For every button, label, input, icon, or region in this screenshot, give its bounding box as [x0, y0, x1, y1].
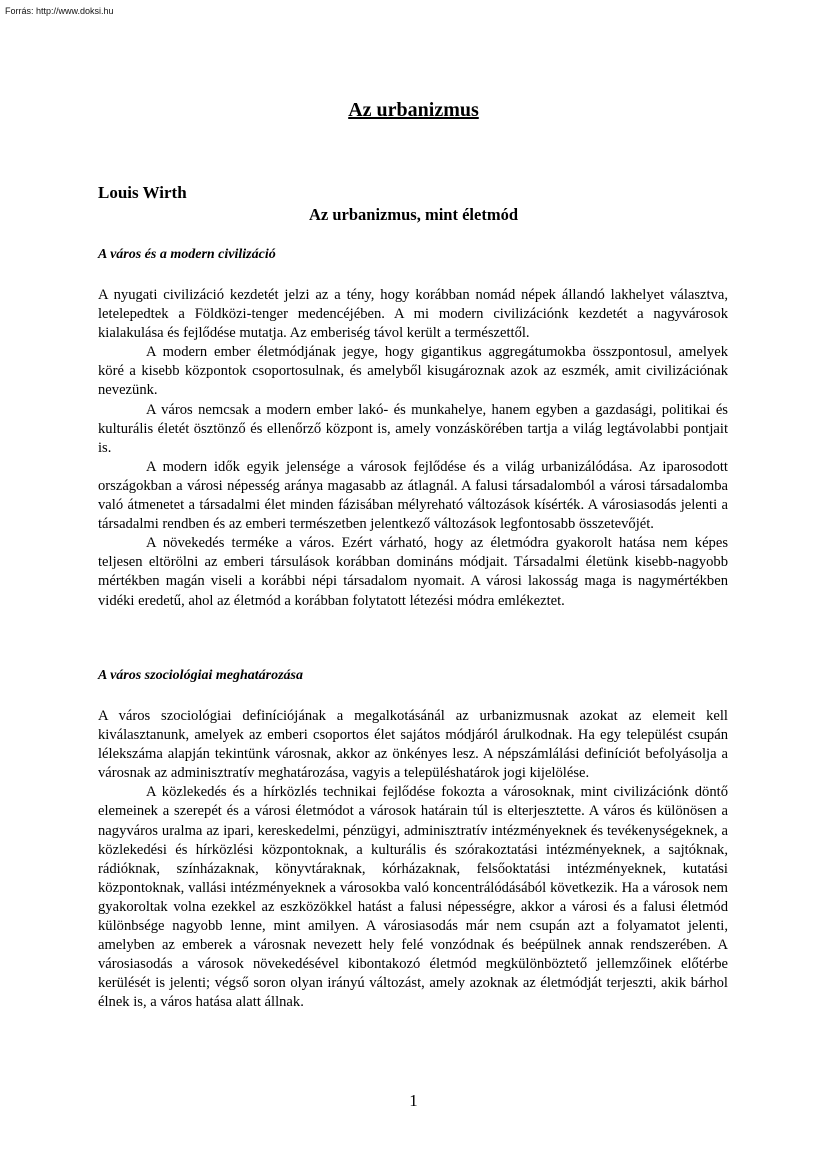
subtitle-text: Az urbanizmus, mint életmód [309, 205, 518, 224]
paragraph: A város nemcsak a modern ember lakó- és munkahelye, hanem egyben a gazdasági, politikai és kulturális életét ösztönző és ellenőrző központ is, amely vonzáskörében tartja a világ legtávolabbi pontjait is. [98, 401, 728, 456]
paragraph: A növekedés terméke a város. Ezért várható, hogy az életmódra gyakorolt hatása nem képes teljesen eltörölni az emberi társulások korábban domináns módjait. Társadalmi életünk kisebb-nagyobb mértékben magán viseli a korábbi népi társadalom nyomait. A városi lakosság maga is nagymértékben vidéki eredetű, ahol az életmód a korábban folytatott létezési módra emlékeztet. [98, 535, 728, 609]
paragraph: A közlekedés és a hírközlés technikai fejlődése fokozta a városoknak, mint civilizációnk döntő elemeinek a szerepét és a városi életmódot a városok határain túl is elterjesztette. A város és különösen a nagyváros uralma az ipari, kereskedelmi, pénzügyi, adminisztratív intézményeknek és tevékenységeknek, a közlekedési és hírközlési központoknak, a kulturális és szórakoztatási intézményeknek, a sajtóknak, rádióknak, színházaknak, könyvtáraknak, kórházaknak, felsőoktatási intézményeknek, kutatási központoknak, vallási intézményeknek a városokba való koncentrálódásából következik. Ha a városok nem gyakoroltak volna ezekkel az eszközökkel hatást a falusi népességre, akkor a városi és a falusi életmód különbsége nagyobb lenne, mint amilyen. A városiasodás már nem csupán azt a folyamatot jelenti, amelyben az emberek a városnak nevezett hely felé vonzódnak és beépülnek annak rendszerében. A városiasodás a városok növekedésével kibontakozó életmód megkülönböztető jellemzőinek előtérbe kerülését is jelenti; végső soron olyan irányú változást, amely azoknak az életmódját terjeszti, akik bárhol élnek is, a város hatása alatt állnak. [98, 784, 728, 1011]
section-1-body [98, 286, 728, 611]
source-url: Forrás: http://www.doksi.hu [5, 6, 114, 16]
paragraph: A város szociológiai definíciójának a megalkotásánál az urbanizmusnak azokat az elemeit kell kiválasztanunk, amelyek az emberi csoportos élet sajátos módjáról árulkodnak. Ha egy települést csupán lélekszáma alapján tekintünk városnak, akkor az önkényes lesz. A népszámlálási definíciót befolyásolja a városnak az adminisztratív meghatározása, vagyis a településhatárok jogi kijelölése. [98, 708, 728, 782]
section-2-body [98, 707, 728, 1013]
paragraph: A modern idők egyik jelensége a városok fejlődése és a világ urbanizálódása. Az iparosodott országokban a városi népesség aránya magasabb az átlagnál. A falusi társadalomból a városi társadalomba való átmenetet a társadalmi élet minden fázisában mélyreható változások kísérték. A városiasodás jelenti a társadalmi rendben és az emberi természetben jelentkező változások legfontosabb összetevőjét. [98, 458, 728, 533]
document-subtitle [0, 205, 827, 225]
page-number: 1 [409, 1091, 418, 1110]
paragraph: A modern ember életmódjának jegye, hogy gigantikus aggregátumokba összpontosul, amelyek köré a kisebb központok csoportosulnak, és amelyből kisugároznak azok az eszmék, amit civilizációnak nevezünk. [98, 344, 728, 399]
section-heading-2: A város szociológiai meghatározása [98, 668, 303, 683]
paragraph: A nyugati civilizáció kezdetét jelzi az a tény, hogy korábban nomád népek állandó lakhelyet választva, letelepedtek a Földközi-tenger medencéjében. A mi modern civilizációnk kezdetét a nagyvárosok kialakulása és fejlődése mutatja. Az emberiség távol került a természettől. [98, 287, 728, 342]
author-name: Louis Wirth [98, 183, 187, 202]
document-title: Az urbanizmus [348, 99, 479, 121]
section-heading-1: A város és a modern civilizáció [98, 247, 276, 262]
